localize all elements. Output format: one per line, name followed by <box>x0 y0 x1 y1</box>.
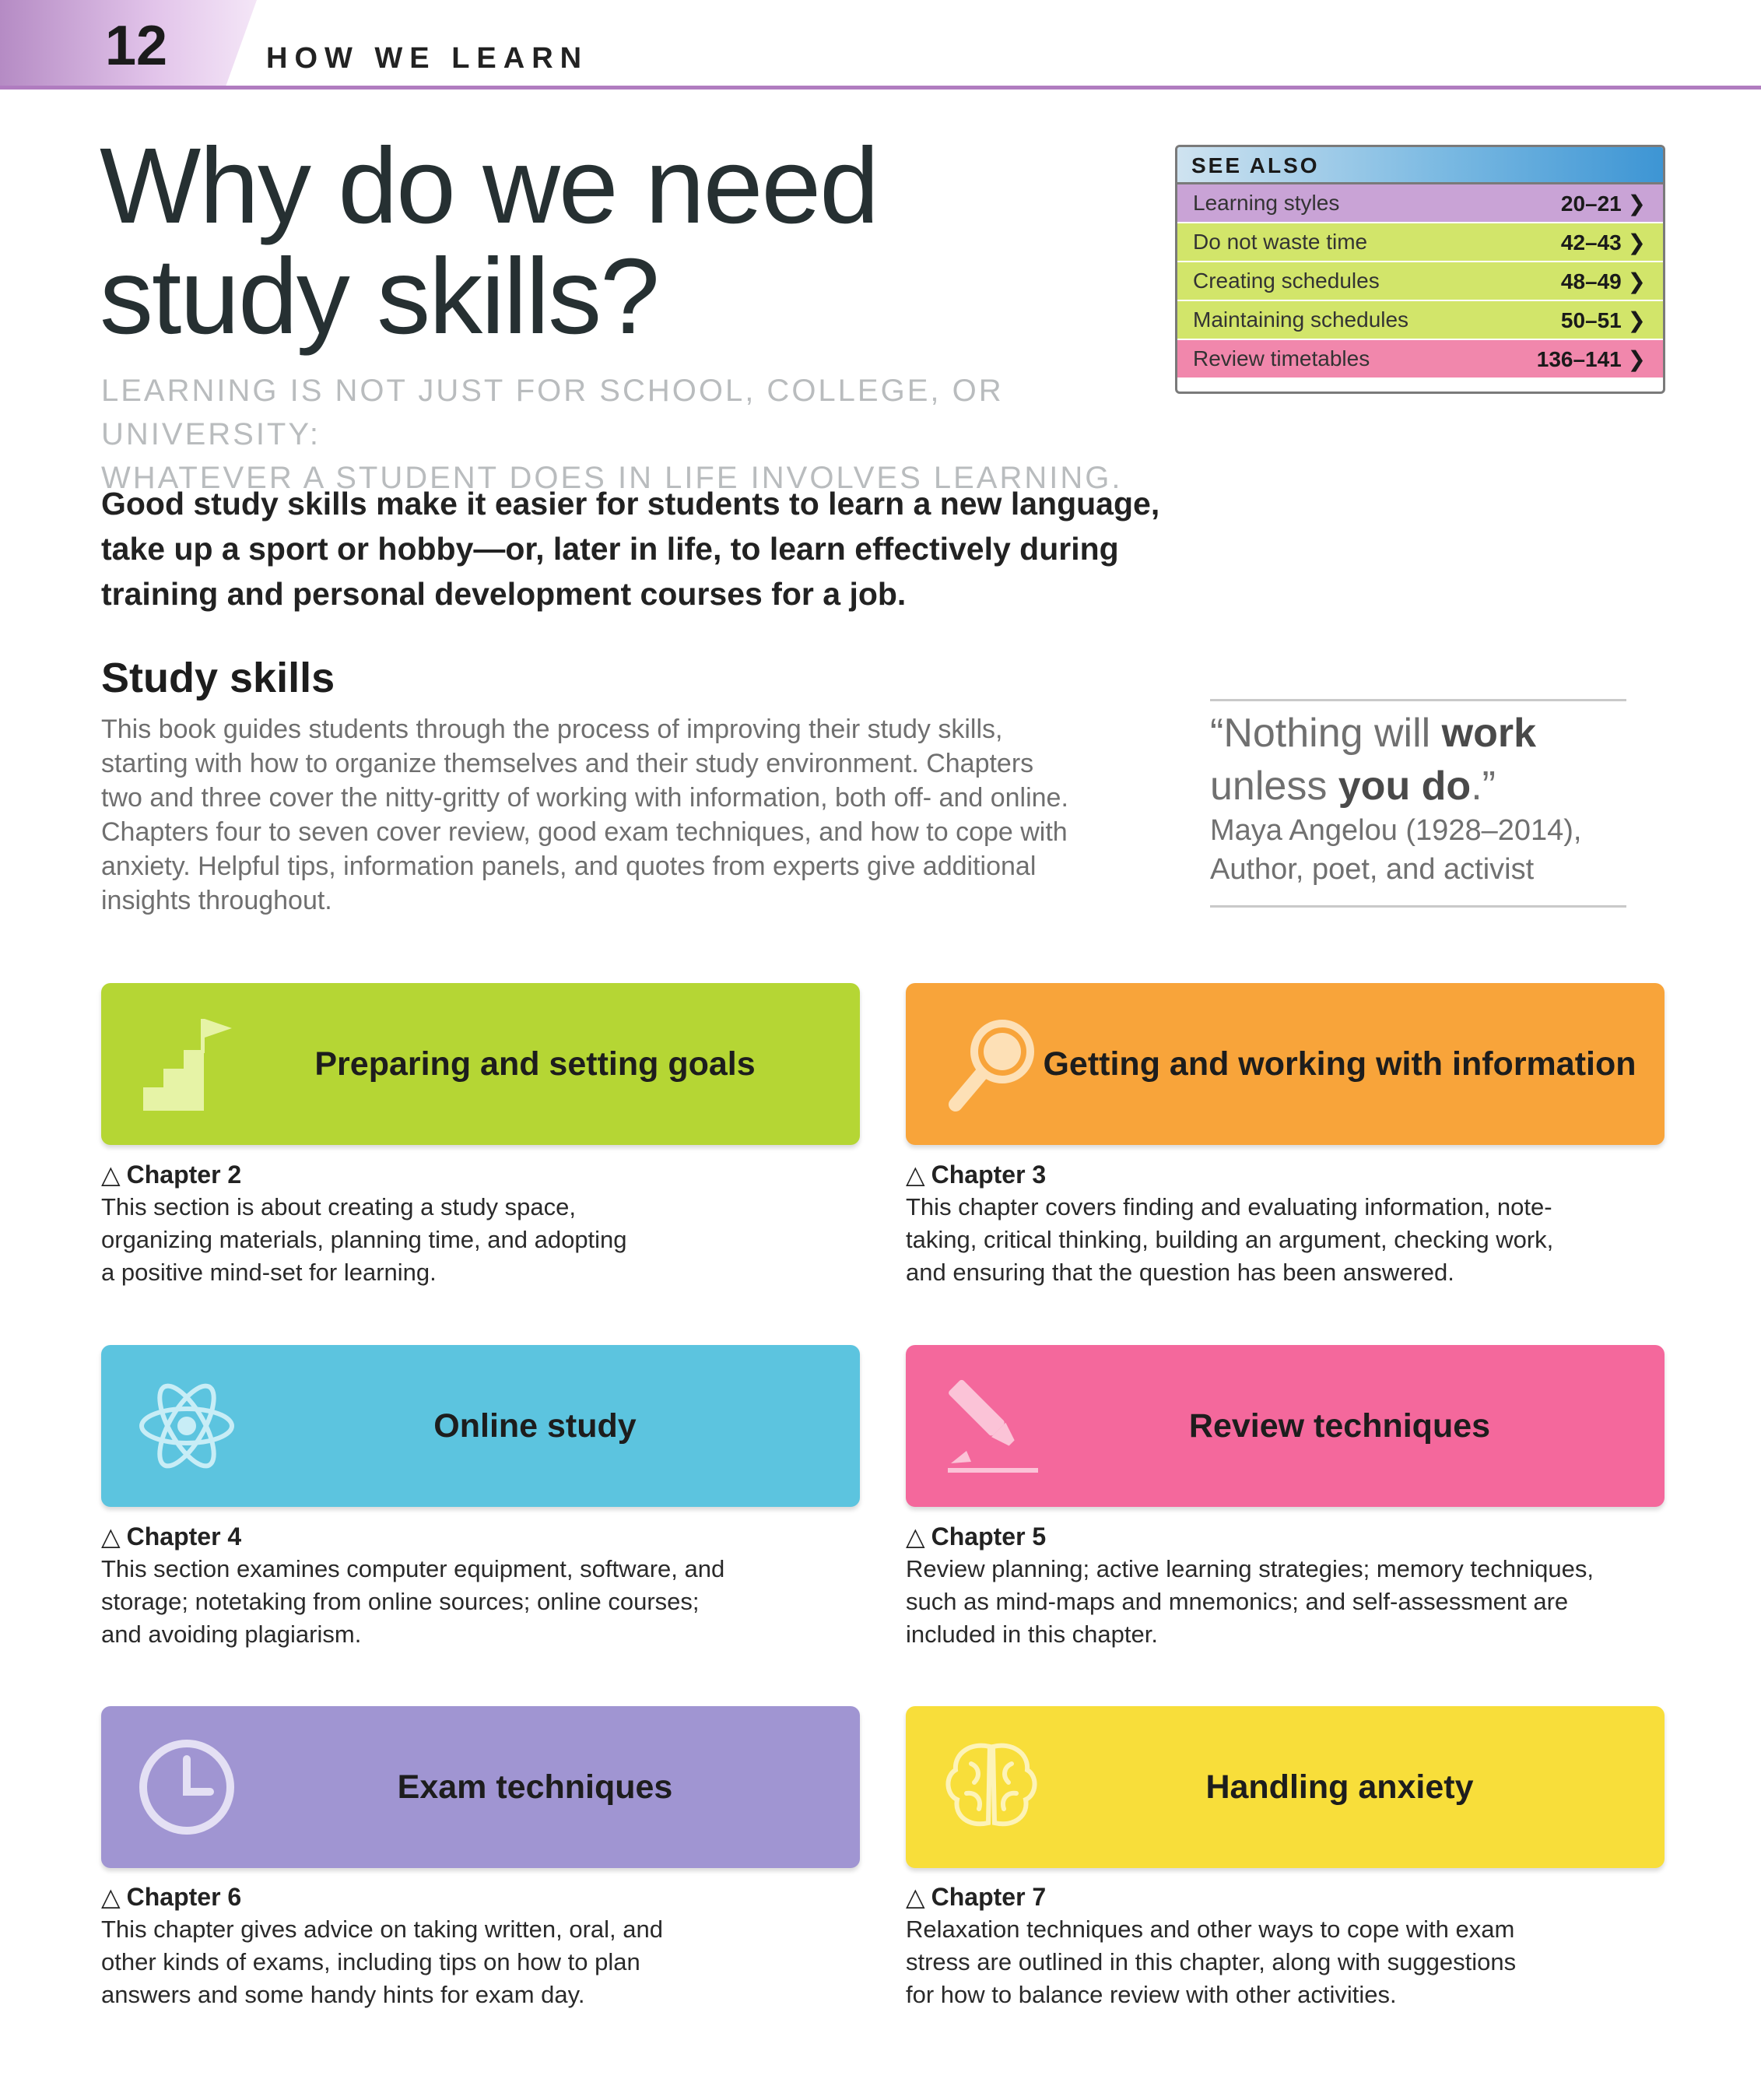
chapter-label-text: Chapter 6 <box>126 1883 242 1911</box>
quote-attribution <box>1210 811 1646 889</box>
see-also-label: Review timetables <box>1193 346 1370 370</box>
chapter-label-text: Chapter 2 <box>126 1161 242 1189</box>
chapter-description: This chapter covers finding and evaluating information, note-taking, critical thinking, building an argument, checking work, and ensuring that the question has been answered. <box>906 1193 1554 1286</box>
see-also-pages: 42–43 ❯ <box>1560 230 1646 255</box>
chapter-card-title: Review techniques <box>1188 1407 1491 1445</box>
chapter-label: △ Chapter 3 <box>906 1161 1047 1189</box>
chapter-label: △ Chapter 4 <box>101 1522 242 1550</box>
chapter-card-title: Getting and working with information <box>1043 1045 1636 1083</box>
see-also-heading: SEE ALSO <box>1177 147 1663 184</box>
see-also-item[interactable] <box>1177 301 1663 340</box>
page-number: 12 <box>105 15 168 77</box>
standfirst-line-1: LEARNING IS NOT JUST FOR SCHOOL, COLLEGE, OR UNIVERSITY: <box>101 374 1004 451</box>
chapter-card-title: Exam techniques <box>397 1768 673 1806</box>
see-also-label: Creating schedules <box>1193 269 1380 293</box>
see-also-pages: 50–51 ❯ <box>1560 307 1646 332</box>
header-rule <box>0 86 1761 90</box>
quote-text-part: “Nothing will <box>1210 711 1442 756</box>
clock-icon <box>135 1736 238 1838</box>
study-skills-heading: Study skills <box>101 655 335 701</box>
chapter-label-text: Chapter 7 <box>931 1883 1047 1911</box>
chapter-description: This section is about creating a study space, organizing materials, planning time, and adopting a positive mind-set for learning. <box>101 1193 627 1286</box>
goal-flag-icon <box>135 1013 238 1115</box>
chapter-label: △ Chapter 7 <box>906 1883 1047 1911</box>
quote-text-part: .” <box>1471 764 1496 809</box>
magnifying-glass-icon <box>940 1013 1043 1115</box>
quote-text-part: unless <box>1210 764 1338 809</box>
chapter-card-review <box>906 1345 1665 1507</box>
chapter-description: This section examines computer equipment, software, and storage; notetaking from online sources; online courses; and avoiding plagiarism. <box>101 1555 725 1648</box>
chapter-card-anxiety <box>906 1706 1665 1868</box>
highlighter-icon <box>940 1375 1043 1477</box>
see-also-pages: 136–141 ❯ <box>1536 346 1646 371</box>
chapter-card-title: Online study <box>433 1407 637 1445</box>
chapter-card-online-study <box>101 1345 860 1507</box>
chapter-card-title: Handling anxiety <box>1205 1768 1474 1806</box>
chapter-label-text: Chapter 5 <box>931 1522 1047 1550</box>
chapter-label-text: Chapter 4 <box>126 1522 242 1550</box>
see-also-pages: 20–21 ❯ <box>1560 191 1646 216</box>
see-also-label: Do not waste time <box>1193 230 1368 254</box>
see-also-label: Maintaining schedules <box>1193 307 1409 332</box>
intro-paragraph: Good study skills make it easier for students to learn a new language, take up a sport or hobby—or, later in life, to learn effectively during training and personal development courses for a job. <box>101 486 1160 612</box>
brain-icon <box>940 1736 1043 1838</box>
standfirst <box>101 369 1175 500</box>
quote-emphasis: you do <box>1338 764 1472 809</box>
chapter-description: Review planning; active learning strategies; memory techniques, such as mind-maps and mnemonics; and self-assessment are included in this chapter. <box>906 1555 1594 1648</box>
see-also-item[interactable] <box>1177 184 1663 223</box>
quote-author-role: Author, poet, and activist <box>1210 853 1535 886</box>
see-also-label: Learning styles <box>1193 191 1340 215</box>
chapter-card-preparing-goals <box>101 983 860 1145</box>
chapter-card-exam <box>101 1706 860 1868</box>
atom-icon <box>135 1375 238 1477</box>
chapter-label-text: Chapter 3 <box>931 1161 1047 1189</box>
chapter-description: This chapter gives advice on taking written, oral, and other kinds of exams, including tips on how to plan answers and some handy hints for exam day. <box>101 1916 663 2008</box>
chapter-label: △ Chapter 2 <box>101 1161 242 1189</box>
chapter-card-title: Preparing and setting goals <box>314 1045 756 1083</box>
quote-bottom-rule <box>1210 905 1626 908</box>
see-also-item[interactable] <box>1177 262 1663 301</box>
chapter-label: △ Chapter 6 <box>101 1883 242 1911</box>
quote-author: Maya Angelou (1928–2014), <box>1210 814 1582 847</box>
page-title-line-2: study skills? <box>100 237 658 356</box>
quote-top-rule <box>1210 699 1626 701</box>
page-title <box>100 126 1111 356</box>
chapter-card-information <box>906 983 1665 1145</box>
standfirst-line-2: WHATEVER A STUDENT DOES IN LIFE INVOLVES LEARNING. <box>101 461 1123 495</box>
chapter-label: △ Chapter 5 <box>906 1522 1047 1550</box>
see-also-pages: 48–49 ❯ <box>1560 269 1646 293</box>
running-head: HOW WE LEARN <box>266 42 589 75</box>
see-also-item[interactable] <box>1177 340 1663 379</box>
quote-emphasis: work <box>1441 711 1537 756</box>
chapter-description: Relaxation techniques and other ways to cope with exam stress are outlined in this chapter, along with suggestions for how to balance review with other activities. <box>906 1916 1517 2008</box>
pull-quote <box>1210 707 1646 813</box>
see-also-item[interactable] <box>1177 223 1663 262</box>
study-skills-body: This book guides students through the process of improving their study skills, starting with how to organize themselves and their study environment. Chapters two and three cover the nitty-gritty of working with information, both off- and online. Chapters four to seven cover review, good exam techniques, and how to cope with anxiety. Helpful tips, information panels, and quotes from experts give additional insights throughout. <box>101 715 1068 915</box>
page-title-line-1: Why do we need <box>100 126 878 246</box>
see-also-box <box>1175 145 1665 394</box>
